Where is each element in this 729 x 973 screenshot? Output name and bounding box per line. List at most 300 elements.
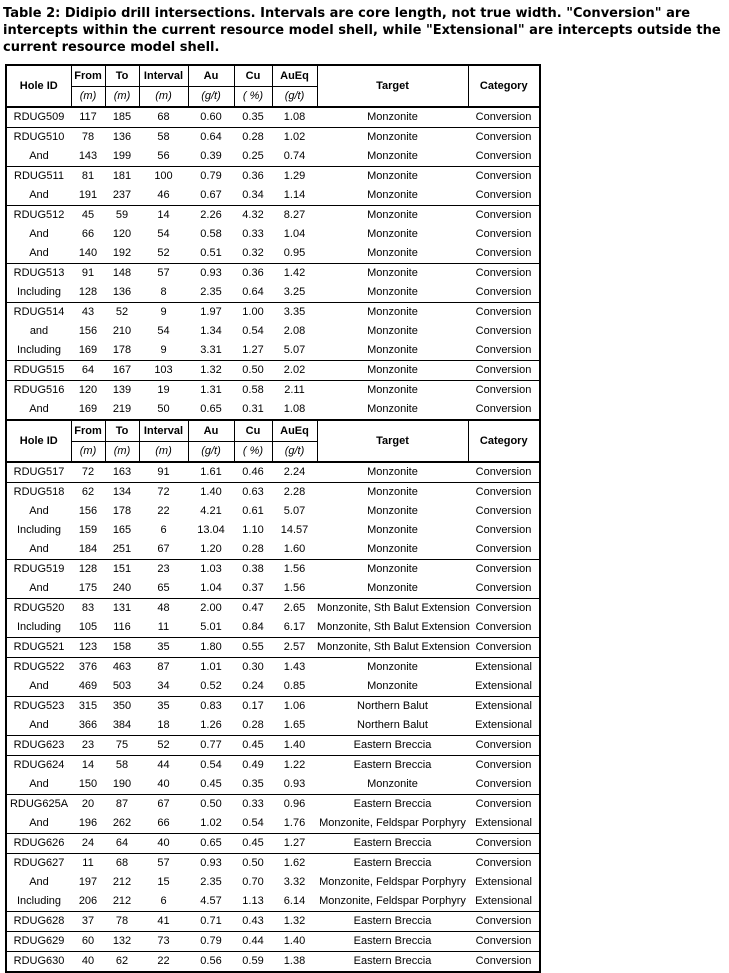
cell-target: Monzonite xyxy=(367,505,418,517)
cell-to: 178 xyxy=(112,505,132,517)
cell-from: 206 xyxy=(78,895,98,907)
cell-hole-id: RDUG512 xyxy=(6,206,71,226)
cell-to: 210 xyxy=(112,325,132,337)
cell-hole-id: Including xyxy=(16,524,62,536)
cell-hole-id: And xyxy=(29,150,49,162)
cell-target: Monzonite xyxy=(367,403,418,415)
cell-interval: 57 xyxy=(139,264,188,284)
caption-line-3: current resource model shell. xyxy=(3,40,220,55)
cell-from: 62 xyxy=(71,483,105,503)
cell-hole-id: And xyxy=(29,719,49,731)
column-header-to: To xyxy=(105,65,139,87)
cell-from: 91 xyxy=(71,264,105,284)
cell-category: Conversion xyxy=(468,107,540,128)
cell-from: 156 xyxy=(78,325,98,337)
cell-interval: 41 xyxy=(139,912,188,932)
cell-au: 1.32 xyxy=(188,361,234,381)
cell-au: 4.21 xyxy=(200,505,222,517)
cell-hole-id: And xyxy=(29,505,49,517)
cell-aueq: 1.76 xyxy=(283,817,306,829)
cell-hole-id: And xyxy=(29,189,49,201)
cell-aueq: 0.93 xyxy=(283,778,306,790)
cell-from: 128 xyxy=(78,286,98,298)
cell-target: Eastern Breccia xyxy=(317,795,468,815)
cell-from: 37 xyxy=(71,912,105,932)
cell-interval: 67 xyxy=(157,543,170,555)
cell-interval: 11 xyxy=(157,621,170,633)
cell-target: Monzonite xyxy=(317,658,468,678)
cell-category: Conversion xyxy=(468,638,540,658)
cell-cu: 0.36 xyxy=(234,264,272,284)
cell-target: Monzonite xyxy=(317,381,468,401)
cell-from: 14 xyxy=(71,756,105,776)
column-header-to: To xyxy=(105,420,139,442)
cell-aueq: 2.28 xyxy=(272,483,317,503)
cell-interval: 35 xyxy=(139,638,188,658)
table-row xyxy=(6,834,540,854)
cell-to: 62 xyxy=(105,952,139,973)
cell-au: 1.20 xyxy=(200,543,222,555)
cell-category: Conversion xyxy=(468,483,540,503)
cell-target: Monzonite xyxy=(367,189,418,201)
cell-category: Conversion xyxy=(468,560,540,580)
cell-aueq: 1.60 xyxy=(283,543,306,555)
cell-interval: 15 xyxy=(157,876,170,888)
cell-from: 376 xyxy=(71,658,105,678)
column-header-category: Category xyxy=(468,420,540,462)
cell-from: 66 xyxy=(81,228,95,240)
cell-cu: 0.43 xyxy=(234,912,272,932)
cell-to: 212 xyxy=(112,876,132,888)
cell-interval: 91 xyxy=(139,462,188,483)
cell-interval: 22 xyxy=(139,952,188,973)
cell-interval: 14 xyxy=(139,206,188,226)
cell-to: 136 xyxy=(112,286,132,298)
cell-from: 40 xyxy=(71,952,105,973)
cell-target: Eastern Breccia xyxy=(317,736,468,756)
cell-au: 2.00 xyxy=(188,599,234,619)
cell-hole-id: And xyxy=(29,228,49,240)
cell-au: 1.03 xyxy=(188,560,234,580)
cell-to: 151 xyxy=(105,560,139,580)
cell-category: Conversion xyxy=(475,247,532,259)
cell-target: Monzonite, Feldspar Porphyry xyxy=(319,876,466,888)
cell-target: Northern Balut xyxy=(317,697,468,717)
cell-hole-id: RDUG522 xyxy=(6,658,71,678)
cell-category: Extensional xyxy=(475,876,532,888)
cell-target: Monzonite xyxy=(367,150,418,162)
cell-au: 0.51 xyxy=(200,247,222,259)
cell-aueq: 2.11 xyxy=(272,381,317,401)
cell-from: 23 xyxy=(71,736,105,756)
cell-to: 64 xyxy=(105,834,139,854)
cell-cu: 0.35 xyxy=(242,778,264,790)
cell-hole-id: And xyxy=(29,247,49,259)
cell-hole-id: Including xyxy=(16,286,62,298)
cell-to: 87 xyxy=(105,795,139,815)
cell-interval: 9 xyxy=(139,303,188,323)
cell-aueq: 1.65 xyxy=(283,719,306,731)
column-unit-cu: ( %) xyxy=(234,87,272,108)
column-header-from: From xyxy=(71,420,105,442)
cell-au: 0.56 xyxy=(188,952,234,973)
cell-hole-id: And xyxy=(29,403,49,415)
cell-hole-id: RDUG520 xyxy=(6,599,71,619)
cell-to: 75 xyxy=(105,736,139,756)
column-header-target: Target xyxy=(317,420,468,462)
cell-hole-id: RDUG625A xyxy=(6,795,71,815)
table-row xyxy=(6,736,540,756)
cell-to: 251 xyxy=(112,543,132,555)
cell-hole-id: RDUG519 xyxy=(6,560,71,580)
table-row xyxy=(6,167,540,187)
cell-au: 0.93 xyxy=(188,264,234,284)
cell-from: 123 xyxy=(71,638,105,658)
cell-interval: 103 xyxy=(139,361,188,381)
cell-category: Conversion xyxy=(468,462,540,483)
cell-category: Extensional xyxy=(475,719,532,731)
cell-target: Monzonite xyxy=(367,344,418,356)
cell-hole-id: And xyxy=(29,543,49,555)
cell-hole-id: RDUG623 xyxy=(6,736,71,756)
cell-aueq: 0.95 xyxy=(283,247,306,259)
cell-au: 1.26 xyxy=(200,719,222,731)
cell-category: Extensional xyxy=(468,697,540,717)
cell-target: Monzonite, Sth Balut Extension xyxy=(317,599,468,619)
cell-au: 0.79 xyxy=(188,932,234,952)
cell-interval: 54 xyxy=(157,325,170,337)
cell-interval: 52 xyxy=(139,736,188,756)
cell-aueq: 2.08 xyxy=(283,325,306,337)
cell-category: Conversion xyxy=(475,778,532,790)
cell-target: Monzonite xyxy=(367,582,418,594)
cell-from: 64 xyxy=(71,361,105,381)
cell-cu: 0.70 xyxy=(242,876,264,888)
cell-hole-id: RDUG626 xyxy=(6,834,71,854)
cell-target: Eastern Breccia xyxy=(317,932,468,952)
cell-hole-id: RDUG628 xyxy=(6,912,71,932)
cell-au: 2.35 xyxy=(200,286,222,298)
table-row xyxy=(6,716,540,736)
cell-hole-id: RDUG630 xyxy=(6,952,71,973)
cell-category: Conversion xyxy=(475,505,532,517)
cell-aueq: 1.43 xyxy=(272,658,317,678)
cell-category: Conversion xyxy=(468,736,540,756)
table-row xyxy=(6,225,540,244)
cell-category: Conversion xyxy=(468,128,540,148)
cell-hole-id: RDUG518 xyxy=(6,483,71,503)
cell-hole-id: Including xyxy=(16,344,62,356)
cell-cu: 0.34 xyxy=(242,189,264,201)
cell-cu: 0.45 xyxy=(234,834,272,854)
cell-aueq: 1.08 xyxy=(283,403,306,415)
cell-to: 163 xyxy=(105,462,139,483)
cell-interval: 52 xyxy=(157,247,170,259)
cell-interval: 6 xyxy=(160,524,167,536)
table-row xyxy=(6,283,540,303)
cell-au: 0.54 xyxy=(188,756,234,776)
cell-to: 212 xyxy=(112,895,132,907)
cell-from: 24 xyxy=(71,834,105,854)
cell-category: Extensional xyxy=(475,817,532,829)
cell-interval: 66 xyxy=(157,817,170,829)
column-unit-aueq: (g/t) xyxy=(272,87,317,108)
cell-aueq: 1.62 xyxy=(272,854,317,874)
cell-cu: 0.33 xyxy=(234,795,272,815)
cell-interval: 40 xyxy=(139,834,188,854)
cell-category: Conversion xyxy=(468,361,540,381)
cell-interval: 40 xyxy=(157,778,170,790)
cell-target: Eastern Breccia xyxy=(317,834,468,854)
cell-au: 5.01 xyxy=(200,621,222,633)
cell-cu: 0.24 xyxy=(242,680,264,692)
table-row xyxy=(6,756,540,776)
table-row xyxy=(6,795,540,815)
cell-to: 136 xyxy=(105,128,139,148)
cell-hole-id: And xyxy=(29,778,49,790)
cell-aueq: 1.38 xyxy=(272,952,317,973)
cell-hole-id: RDUG629 xyxy=(6,932,71,952)
cell-aueq: 2.02 xyxy=(272,361,317,381)
column-header-interval: Interval xyxy=(139,420,188,442)
cell-target: Monzonite xyxy=(317,206,468,226)
cell-target: Monzonite, Sth Balut Extension xyxy=(317,621,470,633)
cell-au: 0.83 xyxy=(188,697,234,717)
cell-au: 1.80 xyxy=(188,638,234,658)
cell-category: Conversion xyxy=(475,325,532,337)
column-unit-cu: ( %) xyxy=(234,442,272,463)
cell-category: Conversion xyxy=(475,524,532,536)
table-row xyxy=(6,775,540,795)
cell-target: Monzonite xyxy=(367,680,418,692)
cell-cu: 0.36 xyxy=(234,167,272,187)
cell-cu: 0.35 xyxy=(234,107,272,128)
table-row xyxy=(6,186,540,206)
cell-aueq: 5.07 xyxy=(283,505,306,517)
caption-line-2: intercepts within the current resource model shell, while "Extensional" are intercepts outside the xyxy=(3,23,721,38)
cell-interval: 46 xyxy=(157,189,170,201)
cell-hole-id: and xyxy=(29,325,49,337)
cell-to: 384 xyxy=(112,719,132,731)
column-header-cu: Cu xyxy=(234,65,272,87)
table-row xyxy=(6,599,540,619)
table-row xyxy=(6,303,540,323)
table-row xyxy=(6,912,540,932)
column-header-category: Category xyxy=(468,65,540,107)
cell-from: 197 xyxy=(78,876,98,888)
cell-interval: 87 xyxy=(139,658,188,678)
cell-aueq: 1.14 xyxy=(283,189,306,201)
cell-au: 2.26 xyxy=(188,206,234,226)
table-row xyxy=(6,560,540,580)
table-row xyxy=(6,697,540,717)
cell-au: 0.60 xyxy=(188,107,234,128)
cell-from: 78 xyxy=(71,128,105,148)
cell-cu: 0.30 xyxy=(234,658,272,678)
cell-interval: 56 xyxy=(157,150,170,162)
table-row xyxy=(6,618,540,638)
cell-hole-id: RDUG509 xyxy=(6,107,71,128)
cell-cu: 1.13 xyxy=(242,895,264,907)
cell-from: 196 xyxy=(78,817,98,829)
cell-hole-id: Including xyxy=(16,621,62,633)
cell-au: 1.34 xyxy=(200,325,222,337)
cell-target: Monzonite xyxy=(367,286,418,298)
column-header-target: Target xyxy=(317,65,468,107)
cell-target: Eastern Breccia xyxy=(317,952,468,973)
cell-hole-id: Including xyxy=(16,895,62,907)
drill-intersections-table xyxy=(5,64,541,973)
cell-interval: 73 xyxy=(139,932,188,952)
cell-category: Conversion xyxy=(468,952,540,973)
cell-target: Monzonite xyxy=(317,560,468,580)
cell-aueq: 3.35 xyxy=(272,303,317,323)
cell-hole-id: RDUG627 xyxy=(6,854,71,874)
cell-cu: 1.10 xyxy=(242,524,264,536)
table-row xyxy=(6,322,540,341)
cell-target: Monzonite xyxy=(317,107,468,128)
cell-cu: 0.33 xyxy=(242,228,264,240)
cell-from: 156 xyxy=(78,505,98,517)
cell-interval: 6 xyxy=(160,895,167,907)
cell-to: 463 xyxy=(105,658,139,678)
table-row xyxy=(6,483,540,503)
cell-aueq: 6.14 xyxy=(283,895,306,907)
cell-au: 13.04 xyxy=(197,524,225,536)
cell-to: 120 xyxy=(112,228,132,240)
cell-to: 58 xyxy=(105,756,139,776)
cell-to: 148 xyxy=(105,264,139,284)
cell-category: Conversion xyxy=(468,912,540,932)
cell-au: 0.65 xyxy=(188,834,234,854)
cell-hole-id: RDUG521 xyxy=(6,638,71,658)
table-row xyxy=(6,361,540,381)
cell-interval: 48 xyxy=(139,599,188,619)
cell-cu: 0.63 xyxy=(234,483,272,503)
cell-to: 503 xyxy=(112,680,132,692)
caption-line-1: Table 2: Didipio drill intersections. Intervals are core length, not true width. "Conversion" are xyxy=(3,6,691,21)
table-row xyxy=(6,579,540,599)
column-header-aueq: AuEq xyxy=(272,420,317,442)
cell-from: 83 xyxy=(71,599,105,619)
cell-target: Eastern Breccia xyxy=(317,854,468,874)
table-row xyxy=(6,540,540,560)
cell-category: Extensional xyxy=(475,680,532,692)
column-unit-au: (g/t) xyxy=(188,442,234,463)
cell-hole-id: RDUG511 xyxy=(6,167,71,187)
cell-interval: 54 xyxy=(157,228,170,240)
cell-category: Conversion xyxy=(475,150,532,162)
header-row-labels xyxy=(6,65,540,87)
cell-aueq: 2.24 xyxy=(272,462,317,483)
cell-cu: 0.45 xyxy=(234,736,272,756)
cell-target: Monzonite xyxy=(317,303,468,323)
cell-au: 0.64 xyxy=(188,128,234,148)
cell-category: Conversion xyxy=(475,543,532,555)
cell-to: 199 xyxy=(112,150,132,162)
cell-to: 190 xyxy=(112,778,132,790)
cell-interval: 50 xyxy=(157,403,170,415)
cell-aueq: 1.56 xyxy=(283,582,306,594)
cell-au: 1.40 xyxy=(188,483,234,503)
cell-aueq: 2.65 xyxy=(272,599,317,619)
cell-aueq: 1.04 xyxy=(283,228,306,240)
cell-category: Conversion xyxy=(475,286,532,298)
cell-interval: 18 xyxy=(157,719,170,731)
cell-category: Conversion xyxy=(468,599,540,619)
cell-cu: 0.28 xyxy=(242,719,264,731)
cell-au: 0.50 xyxy=(188,795,234,815)
cell-interval: 67 xyxy=(139,795,188,815)
cell-to: 181 xyxy=(105,167,139,187)
cell-hole-id: RDUG515 xyxy=(6,361,71,381)
cell-aueq: 1.27 xyxy=(272,834,317,854)
table-row xyxy=(6,400,540,420)
cell-aueq: 1.29 xyxy=(272,167,317,187)
column-header-au: Au xyxy=(188,65,234,87)
cell-cu: 0.46 xyxy=(234,462,272,483)
table-row xyxy=(6,873,540,892)
cell-cu: 0.59 xyxy=(234,952,272,973)
cell-cu: 0.37 xyxy=(242,582,264,594)
column-header-cu: Cu xyxy=(234,420,272,442)
cell-cu: 4.32 xyxy=(234,206,272,226)
cell-cu: 0.32 xyxy=(242,247,264,259)
cell-category: Conversion xyxy=(468,854,540,874)
cell-from: 315 xyxy=(71,697,105,717)
column-header-au: Au xyxy=(188,420,234,442)
cell-to: 237 xyxy=(112,189,132,201)
cell-aueq: 14.57 xyxy=(280,524,309,536)
table-row xyxy=(6,264,540,284)
table-caption xyxy=(0,0,729,56)
cell-cu: 0.31 xyxy=(242,403,264,415)
cell-aueq: 1.32 xyxy=(272,912,317,932)
cell-target: Eastern Breccia xyxy=(317,912,468,932)
cell-category: Extensional xyxy=(475,895,532,907)
column-unit-to: (m) xyxy=(105,442,139,463)
cell-hole-id: RDUG513 xyxy=(6,264,71,284)
cell-cu: 0.61 xyxy=(242,505,264,517)
cell-aueq: 1.40 xyxy=(272,736,317,756)
cell-interval: 35 xyxy=(139,697,188,717)
cell-to: 240 xyxy=(112,582,132,594)
cell-to: 139 xyxy=(105,381,139,401)
cell-aueq: 1.42 xyxy=(272,264,317,284)
cell-category: Conversion xyxy=(468,756,540,776)
cell-from: 140 xyxy=(78,247,98,259)
cell-aueq: 1.06 xyxy=(272,697,317,717)
column-unit-interval: (m) xyxy=(139,87,188,108)
cell-from: 20 xyxy=(71,795,105,815)
cell-from: 366 xyxy=(78,719,98,731)
table-row xyxy=(6,952,540,973)
cell-to: 131 xyxy=(105,599,139,619)
cell-category: Conversion xyxy=(475,228,532,240)
table-row xyxy=(6,341,540,361)
table-row xyxy=(6,107,540,128)
table-row xyxy=(6,147,540,167)
cell-target: Monzonite xyxy=(317,128,468,148)
cell-to: 78 xyxy=(105,912,139,932)
table-row xyxy=(6,932,540,952)
cell-aueq: 1.22 xyxy=(272,756,317,776)
header-row-labels xyxy=(6,420,540,442)
column-header-aueq: AuEq xyxy=(272,65,317,87)
cell-to: 185 xyxy=(105,107,139,128)
cell-hole-id: RDUG517 xyxy=(6,462,71,483)
cell-hole-id: And xyxy=(29,876,49,888)
